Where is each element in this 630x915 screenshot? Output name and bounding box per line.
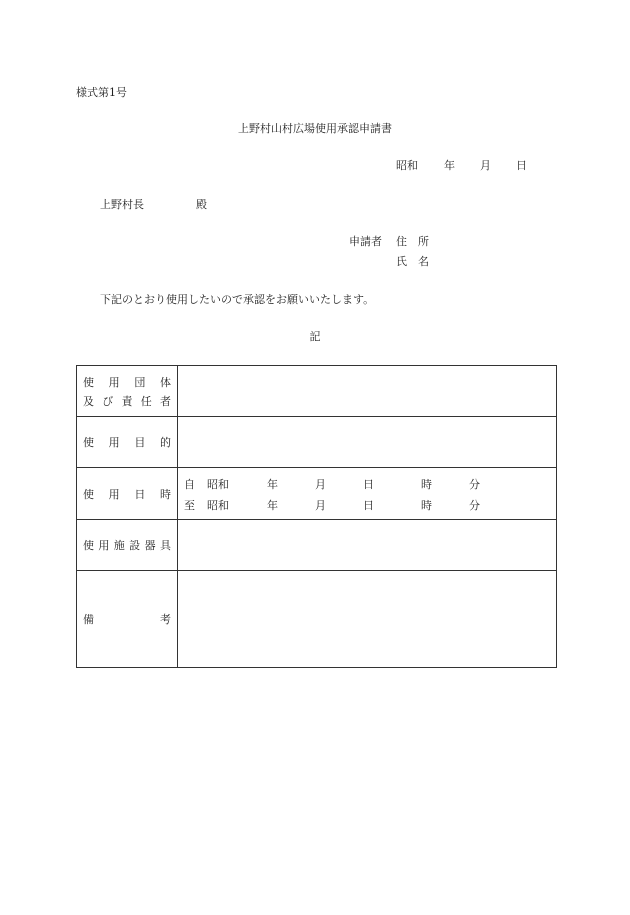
to-minute: 分 [469,498,480,512]
from-month: 月 [315,477,326,491]
application-table [76,365,557,668]
label-char: 時 [159,487,171,501]
label-char: 使 [83,487,94,501]
from-year: 年 [267,477,278,491]
addressee-name: 上野村長 [100,198,144,211]
label-char: 器 [144,539,156,552]
label-cell-organization [77,366,178,417]
label-char: 使 [83,436,94,449]
label-cell-remarks [77,571,178,668]
from-hour: 時 [421,477,432,491]
facilities-field[interactable] [178,520,557,571]
ki-heading: 記 [309,330,321,343]
request-text: 下記のとおり使用したいので承認をお願いいたします。 [100,293,375,306]
label-organization [83,374,171,390]
label-char: 設 [129,539,141,552]
label-remarks-right: 考 [160,613,171,626]
document-title: 上野村山村広場使用承認申請書 [238,122,392,135]
label-char: 使 [83,539,94,552]
label-char: 用 [108,375,120,389]
label-remarks [83,611,171,627]
label-datetime [83,486,171,502]
label-cell-facilities [77,520,178,571]
label-char: び [102,394,114,408]
table-row-datetime [77,468,557,520]
label-purpose [83,434,171,450]
label-remarks-left: 備 [83,613,94,626]
address-label: 住 所 [396,235,429,248]
label-char: 的 [159,436,171,449]
label-char: 用 [98,539,110,552]
from-day: 日 [363,477,374,491]
to-prefix: 至 [184,498,195,512]
to-year: 年 [267,498,278,512]
label-facilities [83,537,171,553]
label-char: 目 [134,436,146,449]
name-label: 氏 名 [396,255,429,268]
label-char: 施 [113,539,125,552]
label-char: 及 [83,394,94,408]
datetime-from-row [178,476,556,491]
label-cell-purpose [77,417,178,468]
label-char: 具 [159,539,171,552]
to-month: 月 [315,498,326,512]
from-minute: 分 [469,477,480,491]
to-era: 昭和 [207,498,229,512]
from-era: 昭和 [207,477,229,491]
label-char: 者 [160,394,171,408]
to-hour: 時 [421,498,432,512]
table-row-organization [77,366,557,417]
purpose-field[interactable] [178,417,557,468]
to-day: 日 [363,498,374,512]
date-era: 昭和 [396,159,418,172]
from-prefix: 自 [184,477,195,491]
form-number: 様式第1号 [76,86,127,99]
label-char: 使 [83,375,94,389]
label-char: 用 [108,487,120,501]
label-char: 用 [108,436,120,449]
datetime-to-row [178,497,556,512]
table-row-remarks [77,571,557,668]
label-char: 団 [134,375,146,389]
date-month: 月 [480,159,491,172]
label-char: 体 [159,375,171,389]
addressee-honorific: 殿 [196,198,207,211]
label-cell-datetime [77,468,178,520]
label-char: 任 [140,394,152,408]
table-row-facilities [77,520,557,571]
datetime-field[interactable] [178,468,557,520]
date-year: 年 [444,159,455,172]
table-row-purpose [77,417,557,468]
label-char: 責 [121,394,133,408]
label-responsible [83,393,171,409]
organization-field[interactable] [178,366,557,417]
applicant-label: 申請者 [349,235,382,248]
remarks-field[interactable] [178,571,557,668]
date-day: 日 [516,159,527,172]
label-char: 日 [134,487,146,501]
